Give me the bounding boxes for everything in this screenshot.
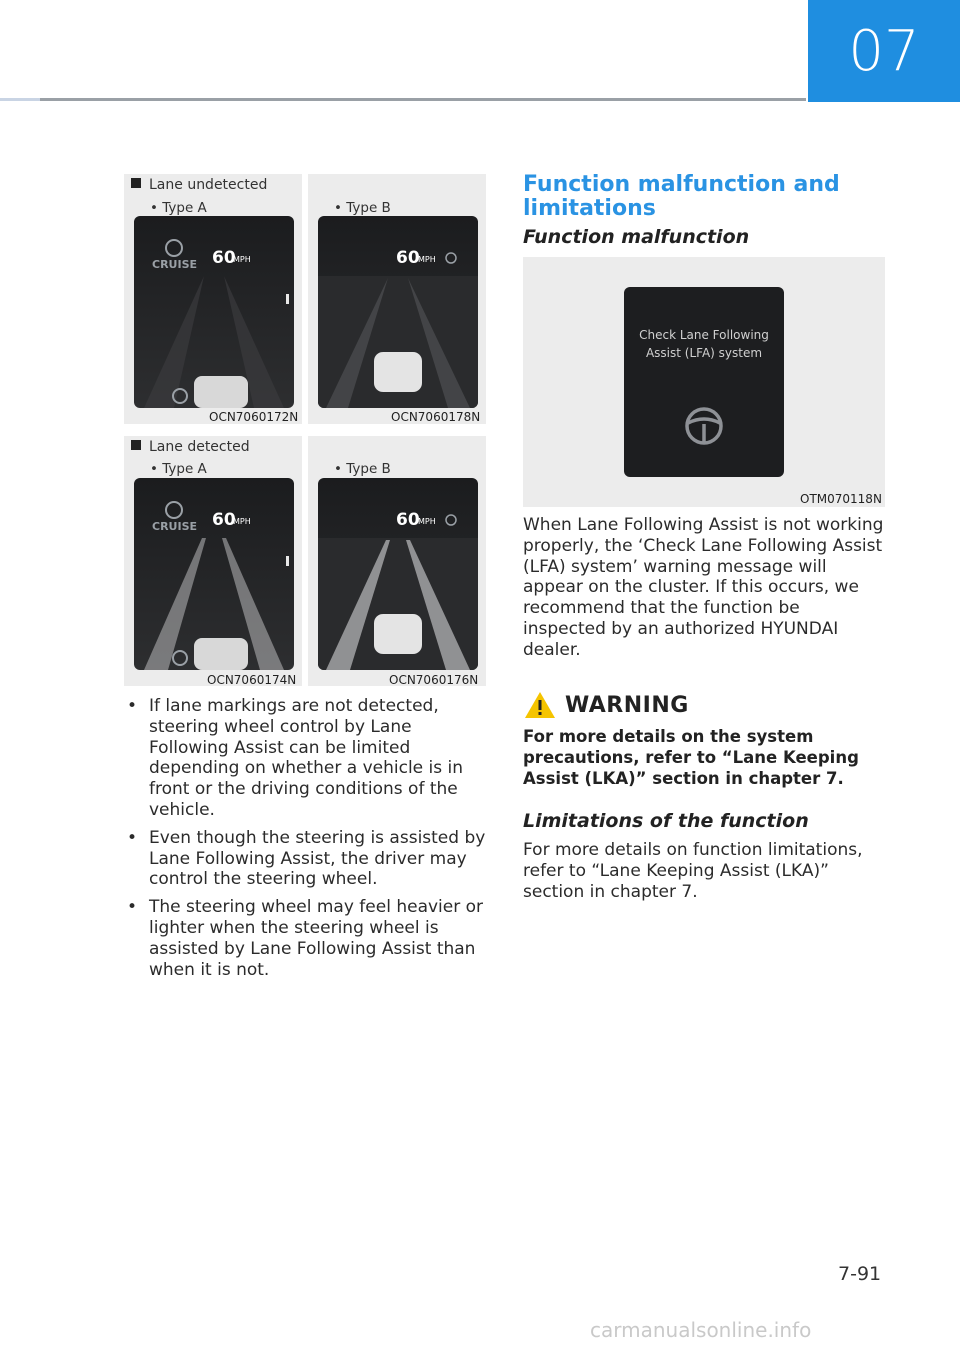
speed-unit: MPH [233, 517, 251, 526]
speed-value: 60 [396, 248, 420, 268]
limitations-paragraph: For more details on function limitations, refer to “Lane Keeping Assist (LKA)” section in chapter 7. [523, 840, 863, 902]
figure-group-title-detected [131, 439, 250, 455]
steering-wheel-icon [687, 409, 721, 443]
figure-code: OTM070118N [800, 492, 882, 506]
type-a-label: • Type A [150, 461, 207, 477]
warning-paragraph: For more details on the system precautions, refer to “Lane Keeping Assist (LKA)” section in chapter 7. [523, 727, 859, 788]
figure-group-title-text: Lane undetected [149, 177, 268, 193]
speed-value: 60 [396, 510, 420, 530]
cluster-screen-type-b-detected [318, 478, 478, 670]
speed-value: 60 [212, 248, 236, 268]
warning-message-line2: Assist (LFA) system [645, 346, 763, 360]
malfunction-paragraph: When Lane Following Assist is not working properly, the ‘Check Lane Following Assist (LFA) system’ warning message will appear on the cluster. If this occurs, we recommend that the function be inspected by an authorized HYUNDAI dealer. [523, 515, 884, 660]
cluster-screen-type-a-undetected [134, 216, 294, 408]
list-item: • If lane markings are not detected, steering wheel control by Lane Following Assist can be limited depending on whether a vehicle is in front or the driving conditions of the vehicle. [127, 696, 487, 821]
warning-message-line1: Check Lane Following [639, 328, 769, 342]
limitations-title: Limitations of the function [523, 810, 809, 832]
malfunction-title: Function malfunction [523, 226, 750, 248]
figure-code: OCN7060172N [209, 410, 299, 424]
list-item: • The steering wheel may feel heavier or lighter when the steering wheel is assisted by Lane Following Assist than when it is not. [127, 897, 487, 980]
warning-label: WARNING [565, 692, 689, 718]
warning-heading [523, 690, 689, 720]
chapter-number: 07 [848, 18, 920, 84]
type-b-label: • Type B [334, 200, 391, 216]
figure-group-title-text: Lane detected [149, 439, 250, 455]
speed-value: 60 [212, 510, 236, 530]
cruise-label: CRUISE [152, 520, 198, 533]
square-bullet-icon [131, 178, 141, 188]
cruise-label: CRUISE [152, 258, 198, 271]
figure-group-title-undetected [131, 177, 267, 193]
warning-triangle-icon [523, 690, 557, 720]
section-title: Function malfunction and limitations [523, 172, 840, 221]
page-number: 7-91 [838, 1263, 882, 1285]
type-a-label: • Type A [150, 200, 207, 216]
speed-unit: MPH [418, 517, 436, 526]
warning-cluster-screen [624, 287, 784, 477]
figure-code: OCN7060178N [391, 410, 481, 424]
figure-code: OCN7060174N [207, 673, 297, 687]
speed-unit: MPH [418, 255, 436, 264]
cluster-screen-type-b-undetected [318, 216, 478, 408]
watermark: carmanualsonline.info [590, 1318, 812, 1342]
square-bullet-icon [131, 440, 141, 450]
type-b-label: • Type B [334, 461, 391, 477]
cluster-screen-type-a-detected [134, 478, 294, 670]
header-rule [0, 98, 806, 101]
header-rule-accent [0, 98, 40, 101]
figure-code: OCN7060176N [389, 673, 479, 687]
speed-unit: MPH [233, 255, 251, 264]
chapter-tab [808, 0, 960, 102]
bullet-list [127, 696, 487, 987]
list-item: • Even though the steering is assisted by Lane Following Assist, the driver may control the steering wheel. [127, 828, 487, 890]
